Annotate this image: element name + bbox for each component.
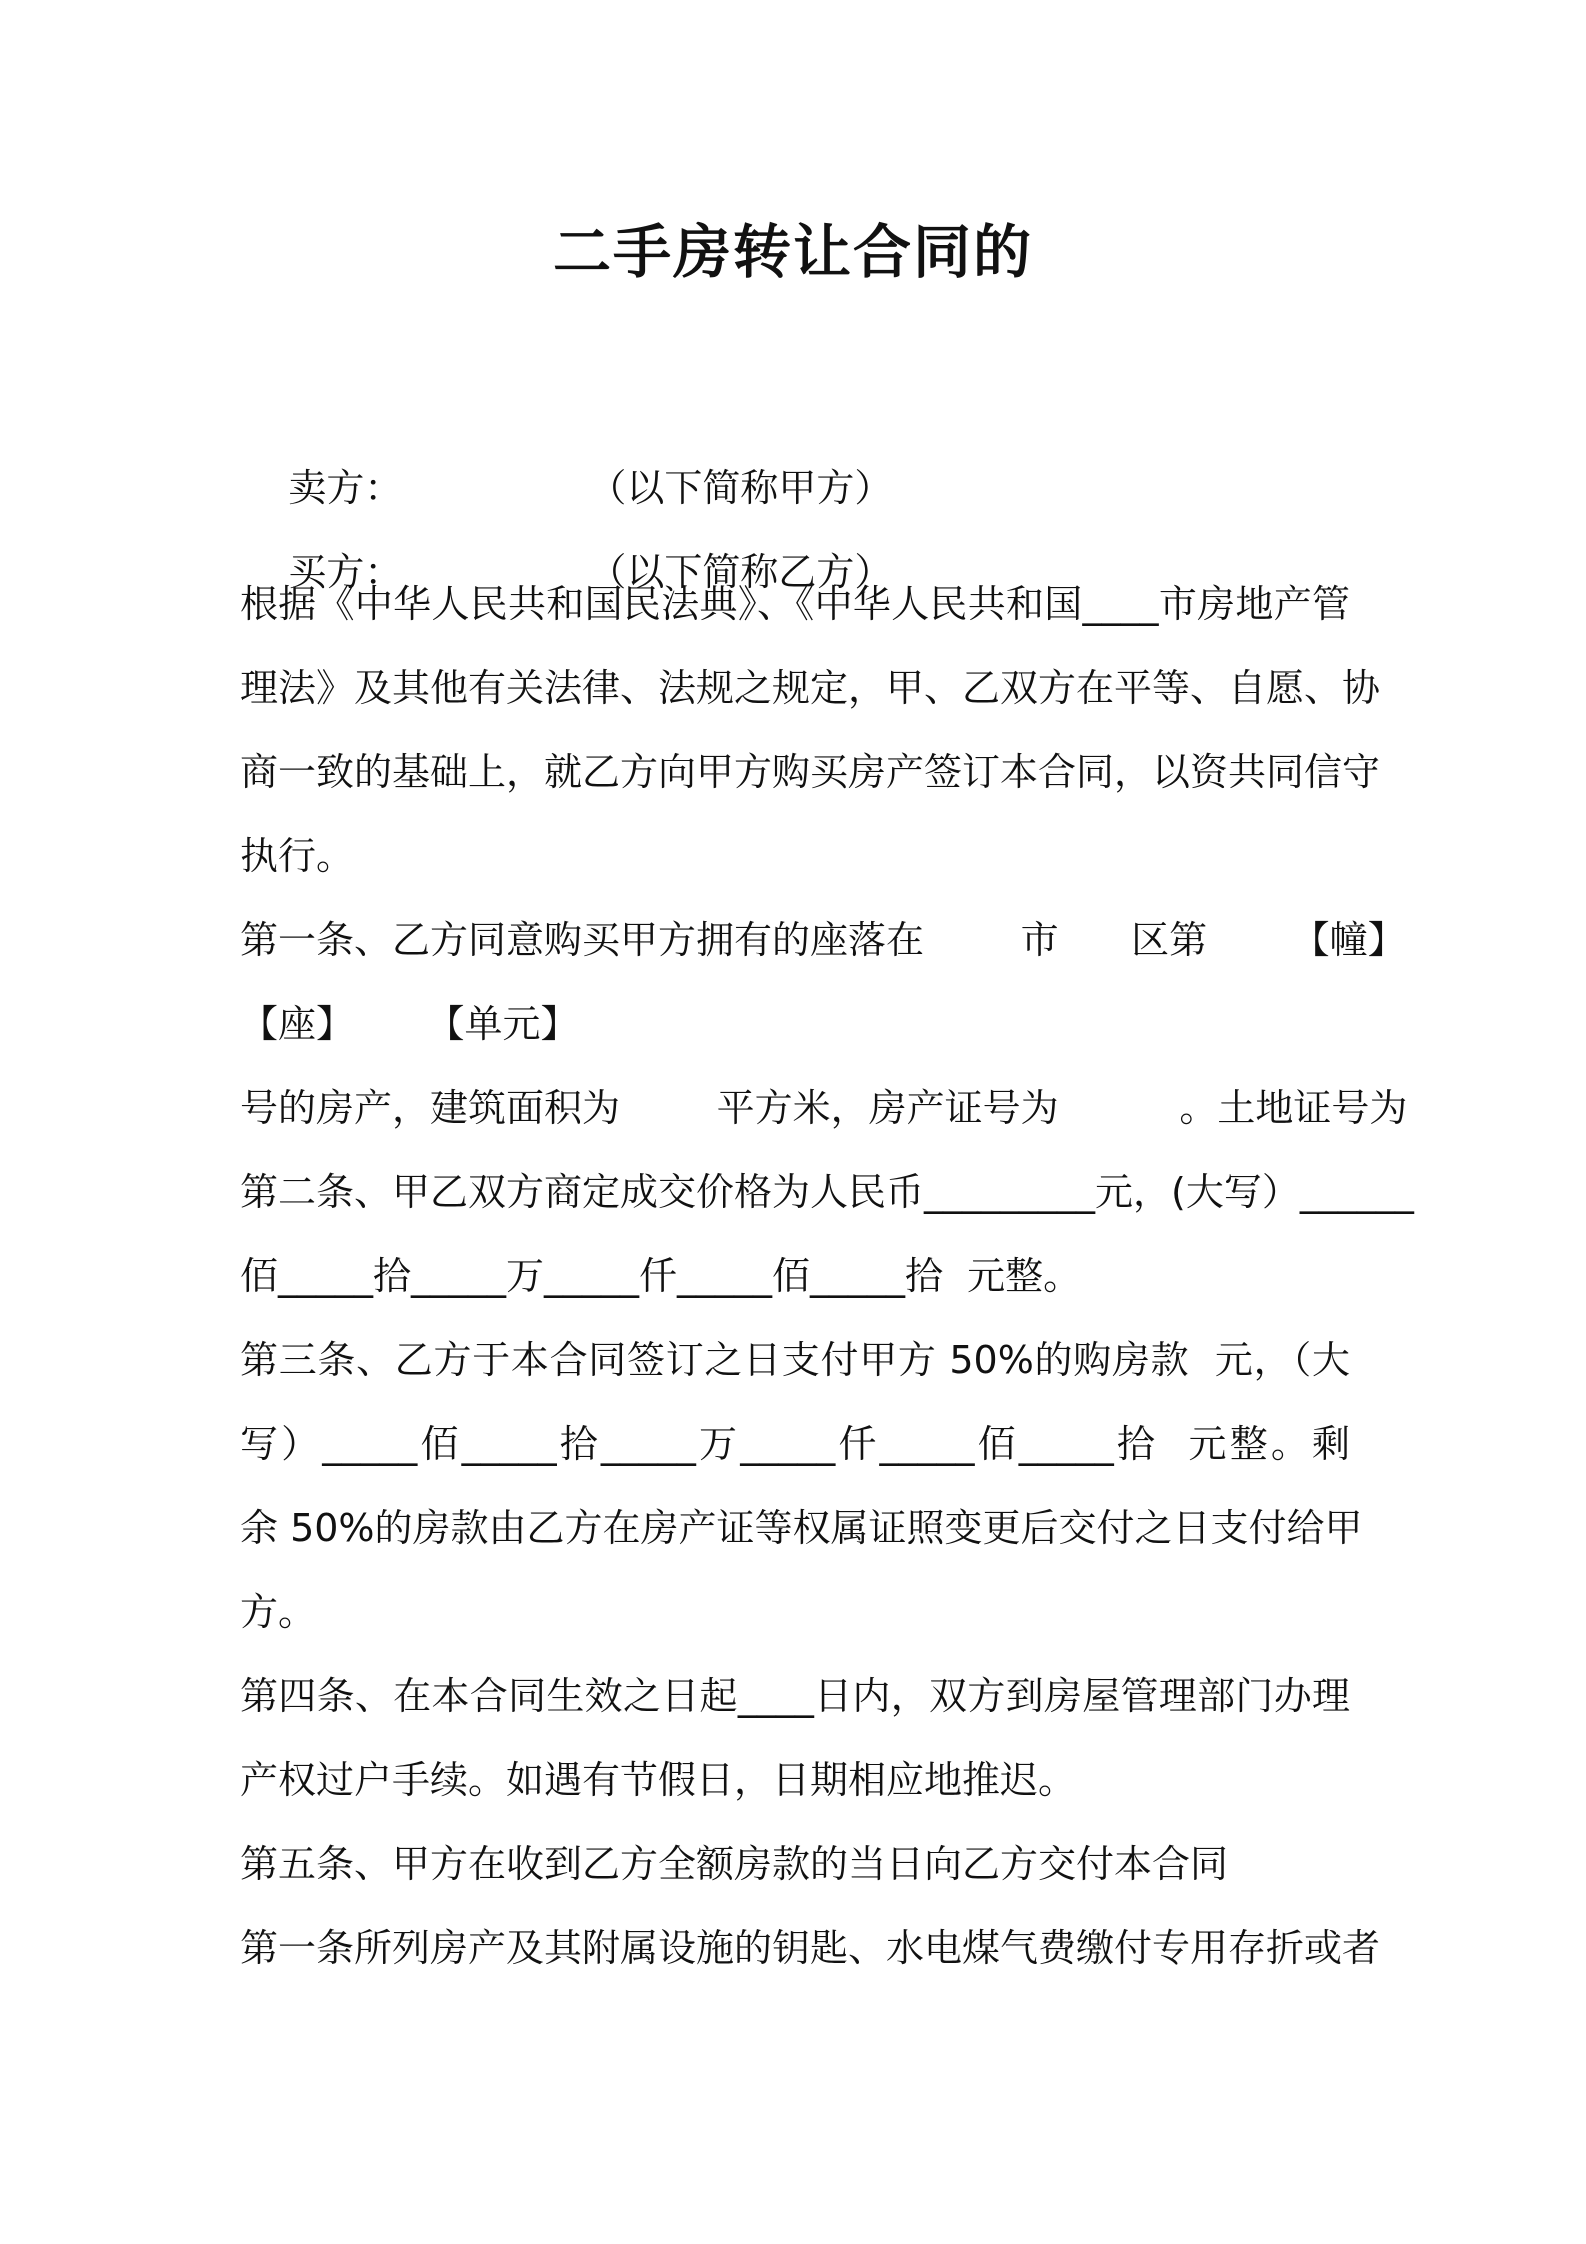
buyer-note: （以下简称乙方） — [588, 550, 893, 594]
text-line: 商一致的基础上，就乙方向甲方购买房产签订本合同，以资共同信守 — [240, 750, 1381, 794]
text-line: 第五条、甲方在收到乙方全额房款的当日向乙方交付本合同 — [240, 1842, 1229, 1886]
text-line: 根据《中华人民共和国民法典》、《中华人民共和国____市房地产管 — [240, 582, 1350, 626]
text-line: 第三条、乙方于本合同签订之日支付甲方 50%的购房款 元，（大 — [240, 1338, 1350, 1382]
text-line: 执行。 — [240, 834, 355, 878]
text-line: 第四条、在本合同生效之日起____日内，双方到房屋管理部门办理 — [240, 1674, 1350, 1718]
text-line: 余 50%的房款由乙方在房产证等权属证照变更后交付之日支付给甲 — [240, 1506, 1363, 1550]
buyer-label: 买方： — [288, 550, 403, 594]
text-line: 方。 — [240, 1590, 317, 1634]
text-line: 号的房产，建筑面积为 平方米，房产证号为 。土地证号为 — [240, 1086, 1408, 1130]
text-line: 产权过户手续。如遇有节假日，日期相应地推迟。 — [240, 1758, 1077, 1802]
document-title: 二手房转让合同的 — [552, 218, 1033, 286]
text-line: 佰_____拾_____万_____仟_____佰_____拾 元整。 — [240, 1254, 1082, 1298]
seller-label: 卖方： — [288, 466, 403, 510]
text-line: 第一条所列房产及其附属设施的钥匙、水电煤气费缴付专用存折或者 — [240, 1926, 1381, 1970]
seller-note: （以下简称甲方） — [588, 466, 893, 510]
text-line: 【座】 【单元】 — [240, 1002, 579, 1046]
text-line: 写）_____佰_____拾_____万_____仟_____佰_____拾 元整。剩 — [240, 1422, 1350, 1466]
text-line: 第二条、甲乙双方商定成交价格为人民币_________元，(大写）______ — [240, 1170, 1414, 1214]
text-line: 第一条、乙方同意购买甲方拥有的座落在 市 区第 【幢】 — [240, 918, 1406, 962]
text-line: 理法》及其他有关法律、法规之规定，甲、乙双方在平等、自愿、协 — [240, 666, 1381, 710]
